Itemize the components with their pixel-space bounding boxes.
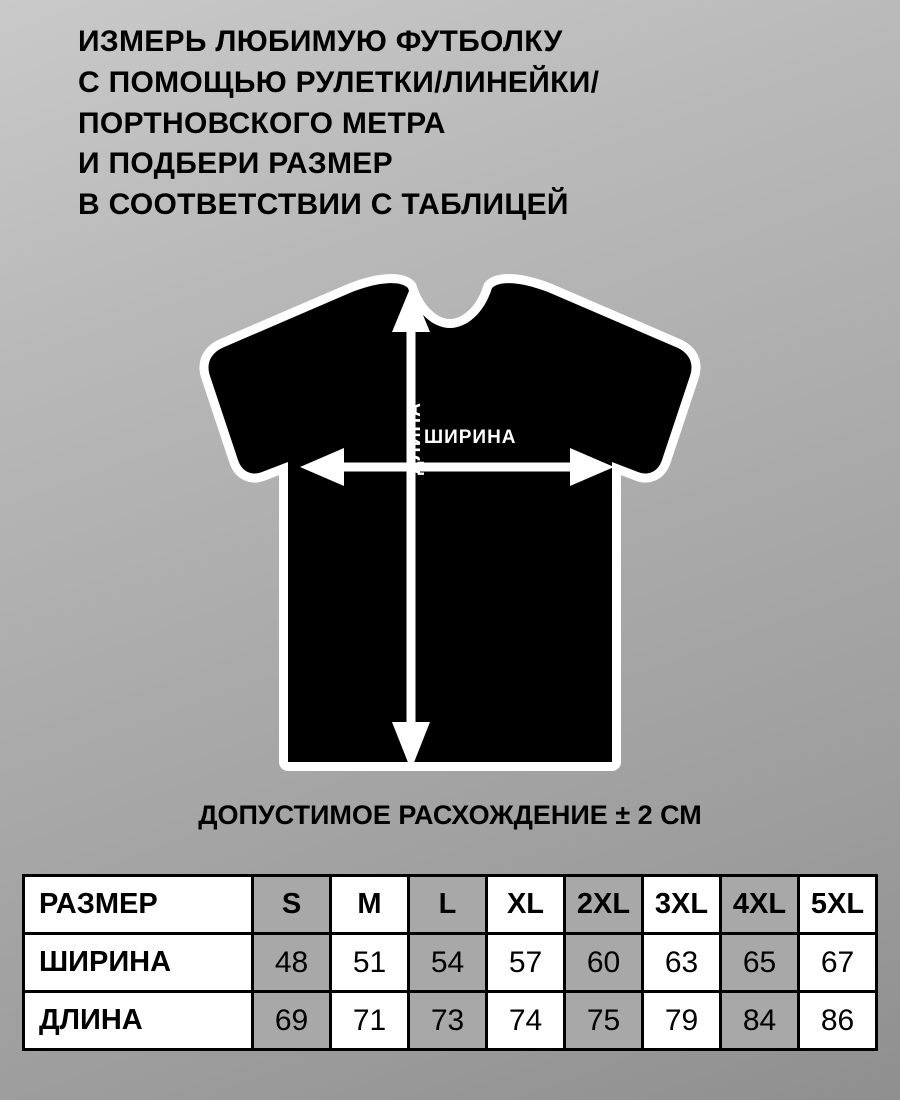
size-header-xl: XL <box>487 876 565 934</box>
width-value-2xl: 60 <box>565 934 643 992</box>
length-value-2xl: 75 <box>565 992 643 1050</box>
size-header-3xl: 3XL <box>643 876 721 934</box>
row-header-length: ДЛИНА <box>24 992 253 1050</box>
heading-line-4: И ПОДБЕРИ РАЗМЕР <box>78 147 393 181</box>
row-header-size: РАЗМЕР <box>24 876 253 934</box>
size-header-l: L <box>409 876 487 934</box>
tshirt-illustration <box>0 270 900 780</box>
width-value-m: 51 <box>331 934 409 992</box>
size-header-2xl: 2XL <box>565 876 643 934</box>
length-value-l: 73 <box>409 992 487 1050</box>
width-value-s: 48 <box>253 934 331 992</box>
size-header-4xl: 4XL <box>721 876 799 934</box>
row-header-width: ШИРИНА <box>24 934 253 992</box>
length-value-5xl: 86 <box>799 992 877 1050</box>
heading-line-5: В СООТВЕТСТВИИ С ТАБЛИЦЕЙ <box>78 188 569 222</box>
table-row-sizes <box>24 876 877 934</box>
size-header-5xl: 5XL <box>799 876 877 934</box>
size-table <box>22 874 878 1051</box>
length-value-xl: 74 <box>487 992 565 1050</box>
heading-line-2: С ПОМОЩЬЮ РУЛЕТКИ/ЛИНЕЙКИ/ <box>78 65 600 99</box>
width-value-5xl: 67 <box>799 934 877 992</box>
tolerance-note: ДОПУСТИМОЕ РАСХОЖДЕНИЕ ± 2 СМ <box>198 800 702 830</box>
length-value-s: 69 <box>253 992 331 1050</box>
size-header-s: S <box>253 876 331 934</box>
heading-line-1: ИЗМЕРЬ ЛЮБИМУЮ ФУТБОЛКУ <box>78 25 563 58</box>
width-value-4xl: 65 <box>721 934 799 992</box>
instruction-heading <box>78 22 838 226</box>
length-dimension-label: ДЛИНА <box>404 402 425 475</box>
width-value-3xl: 63 <box>643 934 721 992</box>
length-value-3xl: 79 <box>643 992 721 1050</box>
width-value-l: 54 <box>409 934 487 992</box>
length-value-m: 71 <box>331 992 409 1050</box>
width-dimension-label: ШИРИНА <box>424 427 517 448</box>
tshirt-diagram <box>0 270 900 780</box>
size-table-wrapper <box>22 874 878 1051</box>
length-value-4xl: 84 <box>721 992 799 1050</box>
width-value-xl: 57 <box>487 934 565 992</box>
table-row-length <box>24 992 877 1050</box>
table-row-width <box>24 934 877 992</box>
heading-line-3: ПОРТНОВСКОГО МЕТРА <box>78 106 446 140</box>
size-header-m: M <box>331 876 409 934</box>
